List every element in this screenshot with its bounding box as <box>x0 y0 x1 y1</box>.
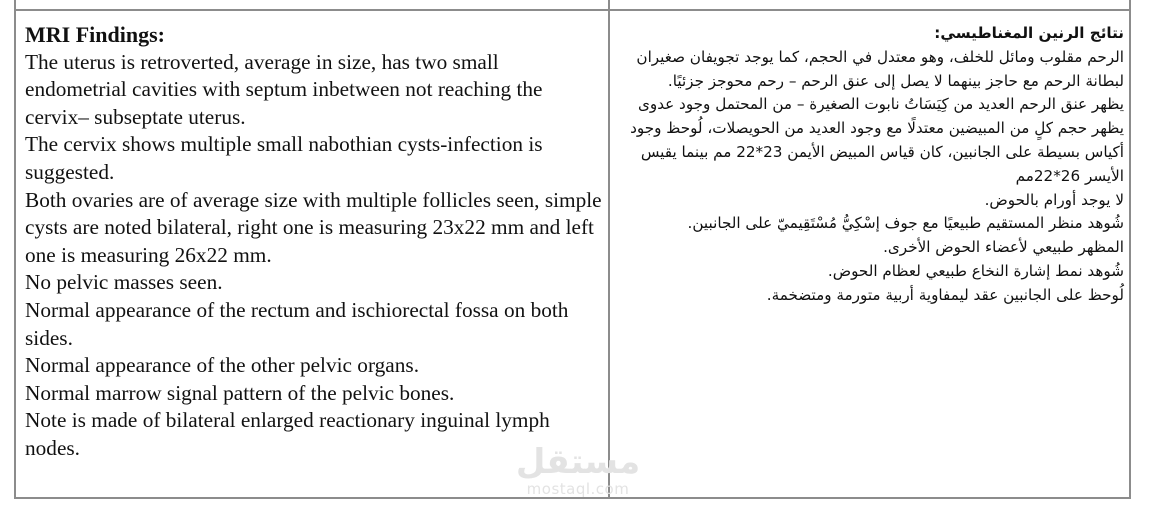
arabic-finding-uterus: الرحم مقلوب ومائل للخلف، وهو معتدل في الحجم، كما يوجد تجويفان صغيران لبطانة الرحم مع حاجز بينهما لا يصل إلى عنق الرحم – رحم محوجز جزئيًا. <box>636 47 1124 90</box>
arabic-finding-rectum: شُوهد منظر المستقيم طبيعيًا مع جوف إسْكِيُّ مُسْتَقِيميّ على الجانبين. <box>687 214 1124 233</box>
english-finding-lymph-nodes: Note is made of bilateral enlarged reactionary inguinal lymph nodes. <box>25 408 550 460</box>
column-divider <box>608 0 610 499</box>
arabic-finding-pelvic-masses: لا يوجد أورام بالحوض. <box>984 190 1124 209</box>
watermark-arabic: مستقل <box>515 442 641 482</box>
english-column <box>25 21 605 463</box>
english-finding-uterus: The uterus is retroverted, average in size, has two small endometrial cavities with septum inbetween not reaching the cervix– subseptate uterus. <box>25 49 543 129</box>
arabic-finding-cervix: يظهر عنق الرحم العديد من كِيَسَاتُ نابوت الصغيرة – من المحتمل وجود عدوى <box>637 95 1124 114</box>
english-finding-ovaries: Both ovaries are of average size with multiple follicles seen, simple cysts are noted bilateral, right one is measuring 23x22 mm and left one is measuring 26x22 mm. <box>25 187 602 267</box>
english-heading: MRI Findings: <box>25 22 165 47</box>
english-finding-cervix: The cervix shows multiple small nabothian cysts-infection is suggested. <box>25 132 543 184</box>
english-finding-pelvic-masses: No pelvic masses seen. <box>25 270 223 295</box>
arabic-finding-lymph-nodes: لُوحظ على الجانبين عقد ليمفاوية أربية متورمة ومتضخمة. <box>766 285 1124 304</box>
watermark-latin: mostaql.com <box>526 480 630 498</box>
arabic-finding-pelvic-organs: المظهر طبيعي لأعضاء الحوض الأخرى. <box>883 238 1124 257</box>
arabic-column <box>628 22 1124 308</box>
english-finding-rectum: Normal appearance of the rectum and ischiorectal fossa on both sides. <box>25 297 569 350</box>
arabic-finding-marrow: شُوهد نمط إشارة النخاع طبيعي لعظام الحوض. <box>827 261 1124 280</box>
table-top-border <box>14 9 1131 11</box>
english-finding-pelvic-organs: Normal appearance of the other pelvic organs. <box>25 353 420 378</box>
english-finding-marrow: Normal marrow signal pattern of the pelvic bones. <box>25 380 455 405</box>
arabic-finding-ovaries: يظهر حجم كلٍ من المبيضين معتدلًا مع وجود العديد من الحويصلات، لُوحظ وجود أكياس بسيطة على الجانبين، كان قياس المبيض الأيمن 23*22 مم بينما يقيس الأيسر 26*22مم <box>630 119 1124 185</box>
arabic-heading: نتائج الرنين المغناطيسي: <box>934 24 1124 42</box>
